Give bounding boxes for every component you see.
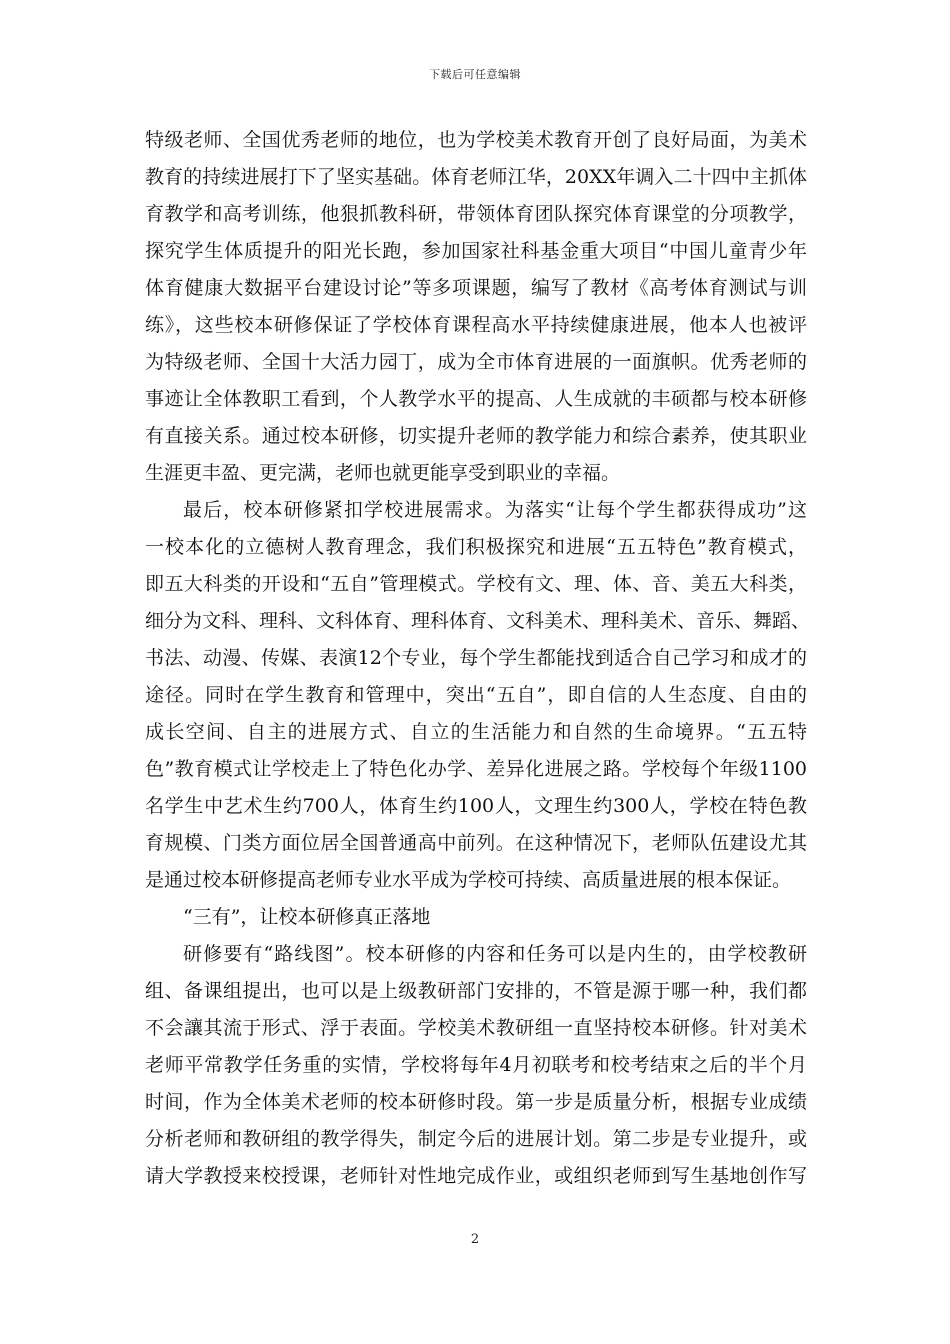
paragraph-first-line: 最后，校本研修紧扣学校进展需求。为落实“让每个学生都获得成功”这 bbox=[183, 499, 807, 521]
text-line: 教育的持续进展打下了坚实基础。体育老师江华，20XX年调入二十四中主抓体 bbox=[145, 166, 807, 188]
text-line: 不会讓其流于形式、浮于表面。学校美术教研组一直坚持校本研修。针对美术 bbox=[145, 1017, 807, 1039]
text-line: 有直接关系。通过校本研修，切实提升老师的教学能力和综合素养，使其职业 bbox=[145, 425, 807, 447]
header-note: 下载后可任意编辑 bbox=[429, 68, 521, 81]
text-line: 探究学生体质提升的阳光长跑，参加国家社科基金重大项目“中国儿童青少年 bbox=[145, 240, 807, 262]
text-line: 事迹让全体教职工看到，个人教学水平的提高、人生成就的丰硕都与校本研修 bbox=[145, 388, 807, 410]
text-line: 即五大科类的开设和“五自”管理模式。学校有文、理、体、音、美五大科类， bbox=[145, 573, 807, 595]
text-line: 特级老师、全国优秀老师的地位，也为学校美术教育开创了良好局面，为美术 bbox=[145, 129, 807, 151]
text-line: 组、备课组提出，也可以是上级教研部门安排的，不管是源于哪一种，我们都 bbox=[145, 980, 807, 1002]
text-line: 一校本化的立德树人教育理念，我们积极探究和进展“五五特色”教育模式， bbox=[145, 536, 807, 558]
text-line: 细分为文科、理科、文科体育、理科体育、文科美术、理科美术、音乐、舞蹈、 bbox=[145, 610, 811, 632]
text-line: 途径。同时在学生教育和管理中，突出“五自”，即自信的人生态度、自由的 bbox=[145, 684, 807, 706]
text-line: 是通过校本研修提高老师专业水平成为学校可持续、高质量进展的根本保证。 bbox=[145, 869, 792, 891]
text-line: 老师平常教学任务重的实情，学校将每年4月初联考和校考结束之后的半个月 bbox=[145, 1054, 807, 1076]
text-line: 练》，这些校本研修保证了学校体育课程高水平持续健康进展，他本人也被评 bbox=[145, 314, 807, 336]
page-number: 2 bbox=[470, 1232, 480, 1247]
text-line: 生涯更丰盈、更完满，老师也就更能享受到职业的幸福。 bbox=[145, 462, 621, 484]
text-line: 分析老师和教研组的教学得失，制定今后的进展计划。第二步是专业提升，或 bbox=[145, 1128, 807, 1150]
text-line: 体育健康大数据平台建设讨论”等多项课题，编写了教材《高考体育测试与训 bbox=[145, 277, 807, 299]
text-line: 时间，作为全体美术老师的校本研修时段。第一步是质量分析，根据专业成绩 bbox=[145, 1091, 807, 1113]
section-heading: “三有”，让校本研修真正落地 bbox=[183, 906, 431, 928]
text-line: 请大学教授来校授课，老师针对性地完成作业，或组织老师到写生基地创作写 bbox=[145, 1165, 807, 1187]
text-line: 育教学和高考训练，他狠抓教科研，带领体育团队探究体育课堂的分项教学， bbox=[145, 203, 807, 225]
text-line: 育规模、门类方面位居全国普通高中前列。在这种情况下，老师队伍建设尤其 bbox=[145, 832, 807, 854]
paragraph-first-line: 研修要有“路线图”。校本研修的内容和任务可以是内生的，由学校教研 bbox=[183, 943, 807, 965]
text-line: 为特级老师、全国十大活力园丁，成为全市体育进展的一面旗帜。优秀老师的 bbox=[145, 351, 807, 373]
text-line: 书法、动漫、传媒、表演12个专业，每个学生都能找到适合自己学习和成才的 bbox=[145, 647, 807, 669]
text-line: 色”教育模式让学校走上了特色化办学、差异化进展之路。学校每个年级1100 bbox=[145, 758, 807, 780]
text-line: 成长空间、自主的进展方式、自立的生活能力和自然的生命境界。“五五特 bbox=[145, 721, 807, 743]
body-text bbox=[145, 122, 811, 1195]
text-line: 名学生中艺术生约700人，体育生约100人，文理生约300人，学校在特色教 bbox=[145, 795, 807, 817]
